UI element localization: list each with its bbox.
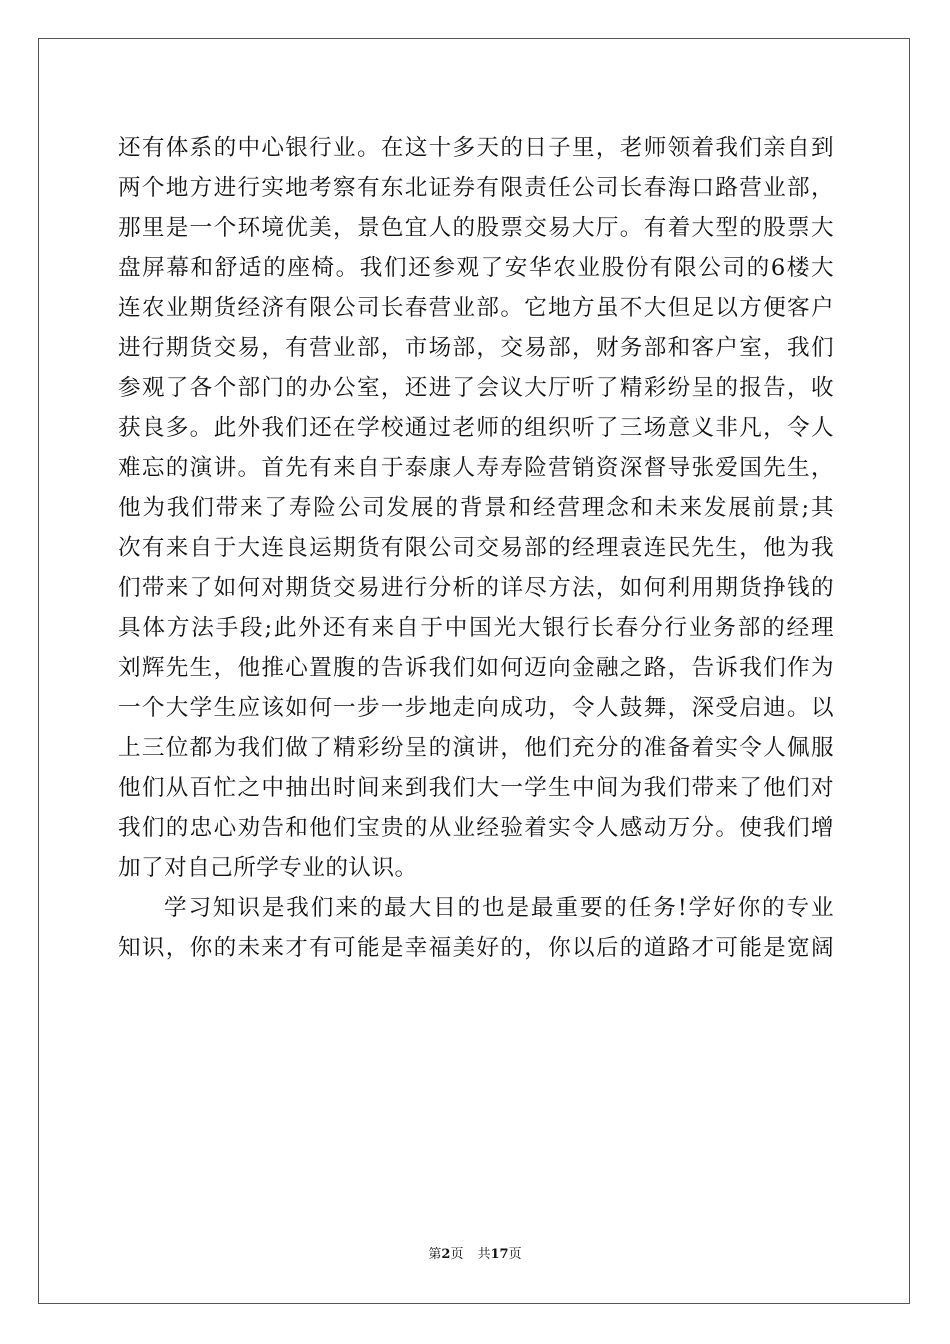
text-line: 刘辉先生，他推心置腹的告诉我们如何迈向金融之路，告诉我们作为 [118, 655, 834, 681]
text-line: 具体方法手段;此外还有来自于中国光大银行长春分行业务部的经理 [118, 615, 834, 641]
text-line: 次有来自于大连良运期货有限公司交易部的经理袁连民先生，他为我 [118, 535, 834, 561]
text-line: 获良多。此外我们还在学校通过老师的组织听了三场意义非凡，令人 [118, 415, 834, 441]
text-line: 一个大学生应该如何一步一步地走向成功，令人鼓舞，深受启迪。以 [118, 695, 834, 721]
text-line: 连农业期货经济有限公司长春营业部。它地方虽不大但足以方便客户 [118, 295, 834, 321]
text-line: 难忘的演讲。首先有来自于泰康人寿寿险营销资深督导张爱国先生， [118, 455, 834, 481]
total-suffix: 页 [508, 1247, 522, 1262]
text-line: 盘屏幕和舒适的座椅。我们还参观了安华农业股份有限公司的6楼大 [118, 255, 834, 281]
total-pages: 17 [490, 1247, 509, 1262]
text-line: 我们的忠心劝告和他们宝贵的从业经验着实令人感动万分。使我们增 [118, 815, 834, 841]
page-number: 2 [441, 1247, 451, 1262]
body-text [118, 128, 834, 968]
text-line: 知识，你的未来才有可能是幸福美好的，你以后的道路才可能是宽阔 [118, 935, 834, 961]
total-prefix: 共 [477, 1247, 491, 1262]
text-line: 两个地方进行实地考察有东北证券有限责任公司长春海口路营业部， [118, 175, 834, 201]
text-line: 上三位都为我们做了精彩纷呈的演讲，他们充分的准备着实令人佩服 [118, 735, 834, 761]
page-suffix: 页 [450, 1247, 464, 1262]
page-prefix: 第 [428, 1247, 442, 1262]
text-line: 那里是一个环境优美，景色宜人的股票交易大厅。有着大型的股票大 [118, 215, 834, 241]
text-line: 他们从百忙之中抽出时间来到我们大一学生中间为我们带来了他们对 [118, 775, 834, 801]
text-line: 们带来了如何对期货交易进行分析的详尽方法，如何利用期货挣钱的 [118, 575, 834, 601]
paragraph-end-line: 加了对自己所学专业的认识。 [118, 855, 418, 881]
text-line: 还有体系的中心银行业。在这十多天的日子里，老师领着我们亲自到 [118, 135, 834, 161]
paragraph-start-line: 学习知识是我们来的最大目的也是最重要的任务!学好你的专业 [164, 895, 834, 921]
page-footer [0, 1246, 950, 1264]
text-line: 进行期货交易，有营业部，市场部，交易部，财务部和客户室，我们 [118, 335, 834, 361]
text-line: 他为我们带来了寿险公司发展的背景和经营理念和未来发展前景;其 [118, 495, 834, 521]
text-line: 参观了各个部门的办公室，还进了会议大厅听了精彩纷呈的报告，收 [118, 375, 834, 401]
